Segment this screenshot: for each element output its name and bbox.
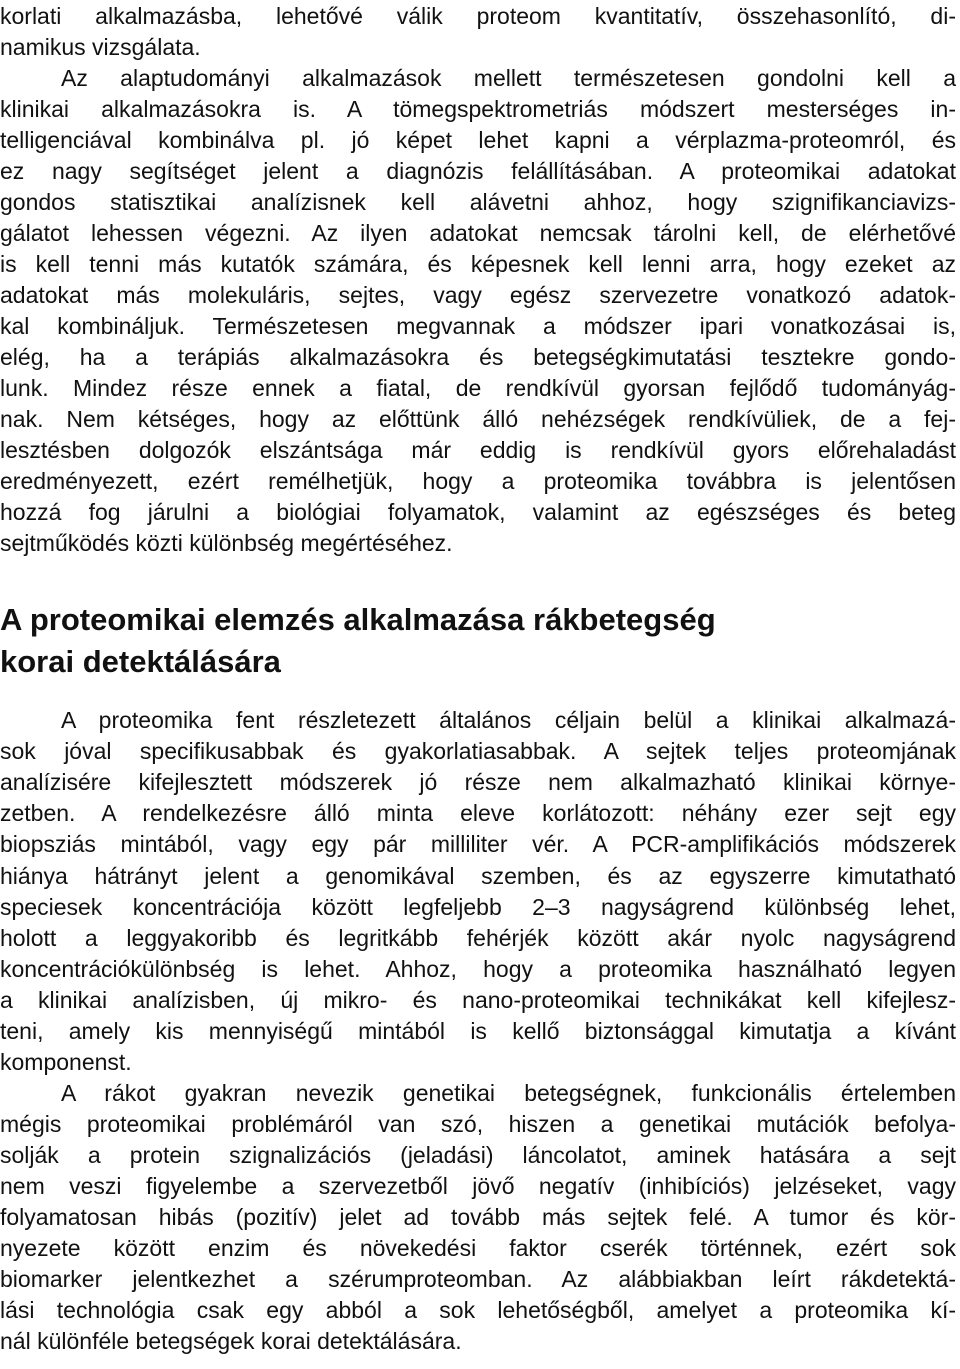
text-line: Az alaptudományi alkalmazások mellett természetesen gondolni kell a: [61, 65, 956, 91]
text-line: sejtműködés közti különbség megértéséhez.: [0, 530, 453, 556]
text-line: eredményezett, ezért remélhetjük, hogy a proteomika továbbra is jelentősen: [0, 468, 956, 494]
text-line: elég, ha a terápiás alkalmazásokra és betegségkimutatási tesztekre gondo-: [0, 344, 956, 370]
text-line: nem veszi figyelembe a szervezetből jövő negatív (inhibíciós) jelzéseket, vagy: [0, 1173, 956, 1199]
text-line: A proteomika fent részletezett általános céljain belül a klinikai alkalmazá-: [61, 707, 956, 733]
text-line: lunk. Mindez része ennek a fiatal, de rendkívül gyorsan fejlődő tudományág-: [0, 375, 956, 401]
text-line: gálatot lehessen végezni. Az ilyen adatokat nemcsak tárolni kell, de elérhetővé: [0, 220, 956, 246]
text-line: mégis proteomikai problémáról van szó, hiszen a genetikai mutációk befolya-: [0, 1111, 956, 1137]
text-line: analízisére kifejlesztett módszerek jó része nem alkalmazható klinikai környe-: [0, 769, 956, 795]
text-line: is kell tenni más kutatók számára, és képesnek kell lenni arra, hogy ezeket az: [0, 251, 956, 277]
text-line: biopsziás mintából, vagy egy pár milliliter vér. A PCR-amplifikációs módszerek: [0, 831, 956, 857]
text-line: teni, amely kis mennyiségű mintából is kellő biztonsággal kimutatja a kívánt: [0, 1018, 956, 1044]
text-line: a klinikai analízisben, új mikro- és nano-proteomikai technikákat kell kifejlesz-: [0, 987, 956, 1013]
text-line: nyezete között enzim és növekedési faktor cserék történnek, ezért sok: [0, 1235, 956, 1261]
text-line: klinikai alkalmazásokra is. A tömegspektrometriás módszert mesterséges in-: [0, 96, 956, 122]
text-line: sok jóval specifikusabbak és gyakorlatiasabbak. A sejtek teljes proteomjának: [0, 738, 956, 764]
text-line: speciesek koncentrációja között legfeljebb 2–3 nagyságrend különbség lehet,: [0, 894, 956, 920]
text-line: biomarker jelentkezhet a szérumproteomban. Az alábbiakban leírt rákdetektá-: [0, 1266, 956, 1292]
text-line: lesztésben dolgozók elszántsága már eddig is rendkívül gyors előrehaladást: [0, 437, 956, 463]
text-line: ez nagy segítséget jelent a diagnózis felállításában. A proteomikai adatokat: [0, 158, 956, 184]
text-line: adatokat más molekuláris, sejtes, vagy egész szervezetre vonatkozó adatok-: [0, 282, 956, 308]
text-line: A rákot gyakran nevezik genetikai betegségnek, funkcionális értelemben: [61, 1080, 956, 1106]
text-line: komponenst.: [0, 1049, 132, 1075]
text-line: solják a protein szignalizációs (jeladási) láncolatot, aminek hatására a sejt: [0, 1142, 956, 1168]
text-line: koncentrációkülönbség is lehet. Ahhoz, hogy a proteomika használható legyen: [0, 956, 956, 982]
text-line: lási technológia csak egy abból a sok lehetőségből, amelyet a proteomika kí-: [0, 1297, 956, 1323]
text-line: gondos statisztikai analízisnek kell alávetni ahhoz, hogy szignifikanciavizs-: [0, 189, 956, 215]
section-heading-line: A proteomikai elemzés alkalmazása rákbetegség: [0, 602, 716, 637]
text-line: folyamatosan hibás (pozitív) jelet ad tovább más sejtek felé. A tumor és kör-: [0, 1204, 956, 1230]
text-line: holott a leggyakoribb és legritkább fehérjék között akár nyolc nagyságrend: [0, 925, 956, 951]
text-line: namikus vizsgálata.: [0, 34, 201, 60]
text-line: kal kombináljuk. Természetesen megvannak a módszer ipari vonatkozásai is,: [0, 313, 956, 339]
text-line: zetben. A rendelkezésre álló minta eleve korlátozott: néhány ezer sejt egy: [0, 800, 956, 826]
text-line: nak. Nem kétséges, hogy az előttünk álló nehézségek rendkívüliek, de a fej-: [0, 406, 956, 432]
text-line: hozzá fog járulni a biológiai folyamatok, valamint az egészséges és beteg: [0, 499, 956, 525]
text-line: korlati alkalmazásba, lehetővé válik proteom kvantitatív, összehasonlító, di-: [0, 3, 956, 29]
text-line: nál különféle betegségek korai detektálására.: [0, 1328, 462, 1354]
text-line: telligenciával kombinálva pl. jó képet lehet kapni a vérplazma-proteomról, és: [0, 127, 956, 153]
text-line: hiánya hátrányt jelent a genomikával szemben, és az egyszerre kimutatható: [0, 863, 956, 889]
section-heading-line: korai detektálására: [0, 644, 281, 679]
